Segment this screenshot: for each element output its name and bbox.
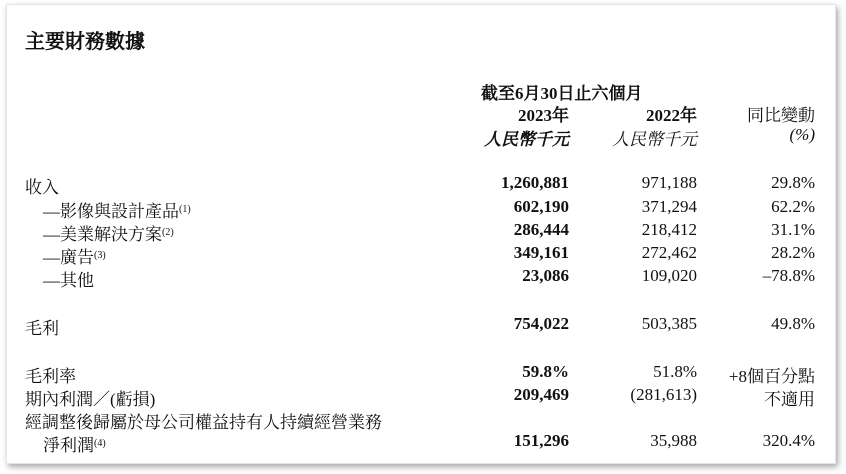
table-row-revenue	[25, 173, 815, 197]
year-2023-header: 2023年	[518, 106, 569, 125]
table-row-advertising	[25, 243, 815, 267]
value-2022: 35,988	[650, 431, 697, 450]
value-2022: 971,188	[641, 173, 697, 192]
value-2022: 503,385	[641, 314, 697, 333]
value-2023: 59.8%	[522, 362, 569, 381]
value-yoy: 31.1%	[771, 220, 815, 239]
value-2022: 218,412	[641, 220, 697, 239]
row-label: 淨利潤$^{(4)}$	[43, 436, 106, 455]
table-row-others	[25, 266, 815, 290]
value-2023: 23,086	[522, 266, 569, 285]
value-2023: 1,260,881	[501, 173, 569, 192]
unit-2023-header: 人民幣千元	[484, 130, 569, 149]
row-label: —美業解決方案$^{(2)}$	[43, 225, 174, 244]
row-label: —廣告$^{(3)}$	[43, 248, 106, 267]
row-label: 毛利	[25, 319, 59, 338]
value-2023: 286,444	[513, 220, 569, 239]
value-2023: 602,190	[513, 197, 569, 216]
table-row-beauty-solutions	[25, 220, 815, 244]
value-yoy: 320.4%	[762, 431, 815, 450]
value-2022: 109,020	[641, 266, 697, 285]
value-yoy: 不適用	[764, 390, 815, 409]
table-row-period-profit	[25, 385, 815, 409]
row-label: 收入	[25, 178, 59, 197]
value-yoy: –78.8%	[762, 266, 815, 285]
year-2022-header: 2022年	[646, 106, 697, 125]
value-2022: 272,462	[641, 243, 697, 262]
value-2023: 754,022	[513, 314, 569, 333]
table-row-imaging-design	[25, 197, 815, 221]
value-yoy: 29.8%	[771, 173, 815, 192]
table-row-gross-profit	[25, 314, 815, 338]
row-label: —其他	[43, 271, 94, 290]
period-header: 截至6月30日止六個月	[481, 84, 643, 103]
financial-summary-page	[6, 4, 836, 464]
value-2022: 371,294	[641, 197, 697, 216]
value-2023: 151,296	[513, 431, 569, 450]
table-row-adjusted-label	[25, 408, 815, 432]
page-title: 主要財務數據	[25, 29, 145, 53]
value-yoy: +8個百分點	[728, 367, 815, 386]
value-2022: (281,613)	[630, 385, 697, 404]
row-label: —影像與設計產品$^{(1)}$	[43, 202, 191, 221]
yoy-header: 同比變動	[747, 106, 815, 125]
value-yoy: 62.2%	[771, 197, 815, 216]
value-2023: 349,161	[513, 243, 569, 262]
table-row-gross-margin	[25, 362, 815, 386]
value-2023: 209,469	[513, 385, 569, 404]
value-yoy: 28.2%	[771, 243, 815, 262]
table-row-adjusted-net-profit	[25, 431, 815, 455]
row-label: 期內利潤／(虧損)	[25, 390, 156, 409]
value-2022: 51.8%	[653, 362, 697, 381]
row-label: 毛利率	[25, 367, 76, 386]
unit-2022-header: 人民幣千元	[612, 130, 697, 149]
value-yoy: 49.8%	[771, 314, 815, 333]
row-label: 經調整後歸屬於母公司權益持有人持續經營業務	[25, 413, 382, 432]
yoy-unit-header: (%)	[789, 125, 815, 144]
